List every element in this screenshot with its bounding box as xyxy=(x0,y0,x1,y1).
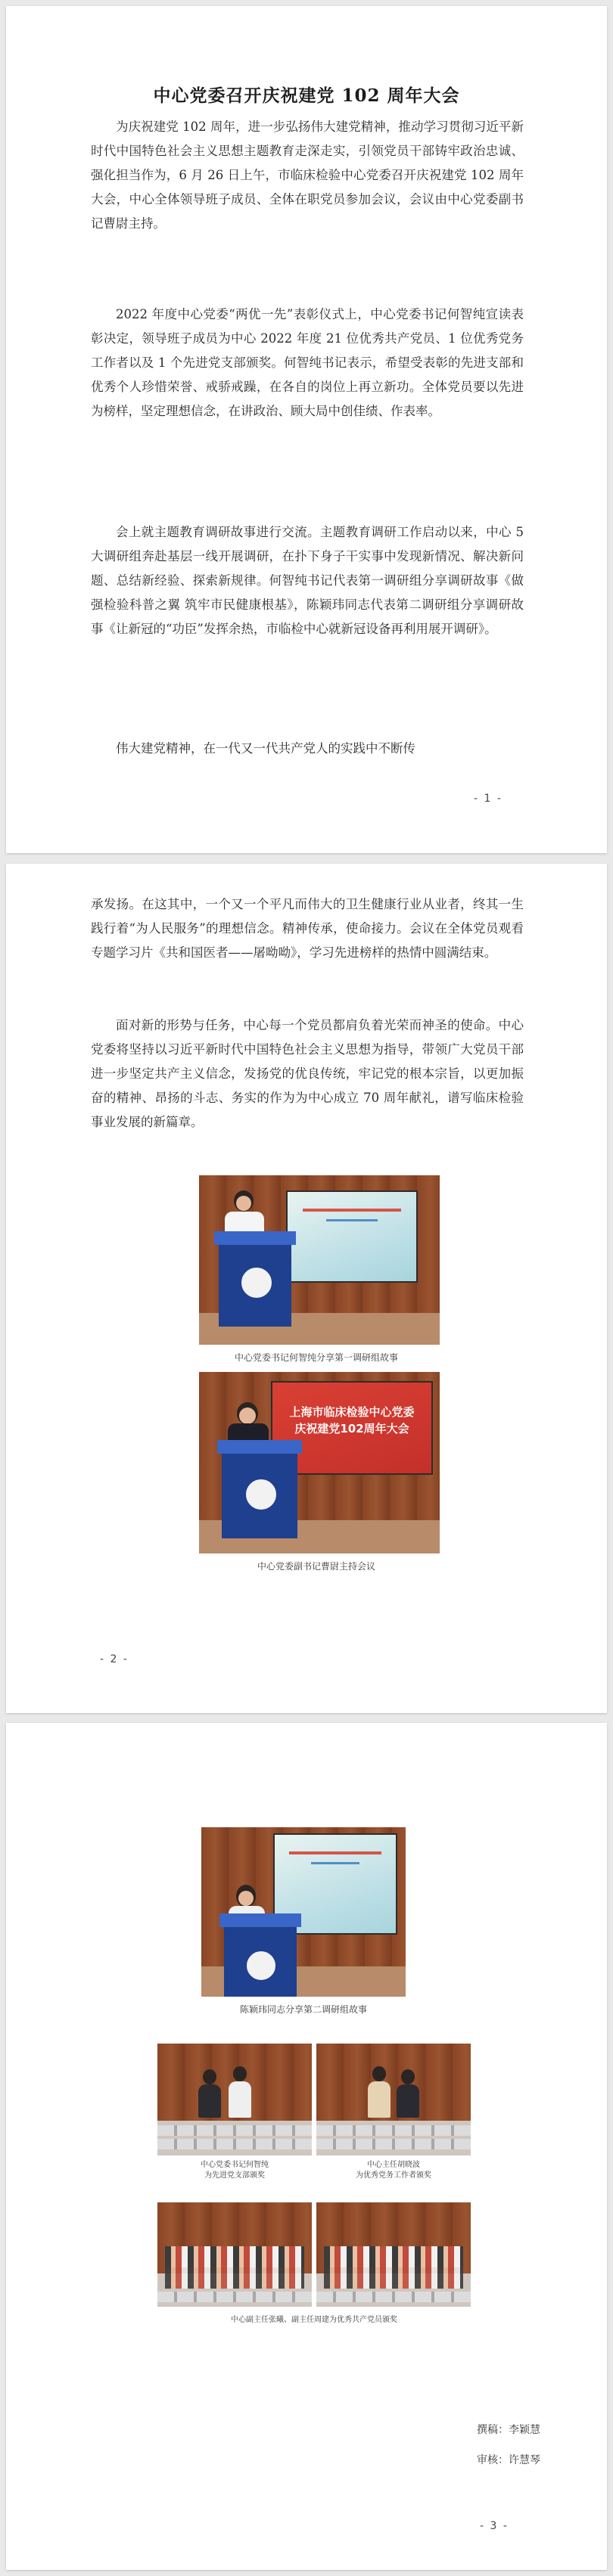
photo-group-2 xyxy=(316,2202,471,2307)
page-number: - 2 - xyxy=(100,1653,129,1665)
document-page-3 xyxy=(6,1723,607,2570)
photo-caption-5: 中心主任胡晓波 为优秀党务工作者颁奖 xyxy=(356,2161,431,2180)
reviewer-credit: 审核：许慧琴 xyxy=(477,2454,540,2466)
photo-award-2 xyxy=(316,2044,471,2155)
photo-caption-4: 中心党委书记何智纯 为先进党支部颁奖 xyxy=(201,2161,269,2180)
page-number: - 3 - xyxy=(480,2520,509,2532)
author-credit: 撰稿：李颖慧 xyxy=(477,2424,540,2436)
photo-caption-3: 陈颖玮同志分享第二调研组故事 xyxy=(239,2004,367,2015)
document-page-2 xyxy=(6,864,607,1713)
paragraph-4-start: 伟大建党精神，在一代又一代共产党人的实践中不断传 xyxy=(116,741,415,756)
photo-host xyxy=(199,1372,440,1553)
photo-caption-1: 中心党委书记何智纯分享第一调研组故事 xyxy=(234,1352,398,1363)
photo-caption-group: 中心副主任张曦、副主任周建为优秀共产党员颁奖 xyxy=(231,2316,397,2324)
paragraph-1: 为庆祝建党 102 周年，进一步弘扬伟大建党精神，推动学习贯彻习近平新时代中国特色社会主义思想主题教育走深走实，引领党员干部铸牢政治忠诚、强化担当作为，6 月 26 日上午，市临床检验中心党委召开庆祝建党 102 周年大会，中心全体领导班子成员、全体在职党员参加会议，会议由中心党委副书记曹尉主持。 xyxy=(91,119,524,231)
photo-speaker-1 xyxy=(199,1175,440,1345)
paragraph-2: 2022 年度中心党委“两优一先”表彰仪式上，中心党委书记何智纯宣读表彰决定，领导班子成员为中心 2022 年度 21 位优秀共产党员、1 位优秀党务工作者以及 1 个先进党支部颁奖。何智纯书记表示，希望受表彰的先进支部和优秀个人珍惜荣誉、戒骄戒躁，在各自的岗位上再立新功。全体党员要以先进为榜样，坚定理想信念，在讲政治、顾大局中创佳绩、作表率。 xyxy=(91,307,524,418)
photo-award-1 xyxy=(157,2044,312,2155)
screen-title: 上海市临床检验中心党委 庆祝建党102周年大会 xyxy=(289,1405,415,1435)
page-number: - 1 - xyxy=(474,793,503,805)
article-title: 中心党委召开庆祝建党 102 周年大会 xyxy=(153,85,460,106)
photo-caption-2: 中心党委副书记曹尉主持会议 xyxy=(257,1561,375,1572)
photo-speaker-2 xyxy=(201,1827,406,1997)
document-page-1 xyxy=(6,6,607,853)
photo-group-1 xyxy=(157,2202,312,2307)
paragraph-5: 面对新的形势与任务，中心每一个党员都肩负着光荣而神圣的使命。中心党委将坚持以习近平新时代中国特色社会主义思想为指导，带领广大党员干部进一步坚定共产主义信念，发扬党的优良传统，牢记党的根本宗旨，以更加振奋的精神、昂扬的斗志、务实的作为为中心成立 70 周年献礼，谱写临床检验事业发展的新篇章。 xyxy=(91,1018,524,1129)
paragraph-4-cont: 承发扬。在这其中，一个又一个平凡而伟大的卫生健康行业从业者，终其一生践行着“为人民服务”的理想信念。精神传承，使命接力。会议在全体党员观看专题学习片《共和国医者——屠呦呦》，学习先进榜样的热情中圆满结束。 xyxy=(91,897,524,960)
paragraph-3: 会上就主题教育调研故事进行交流。主题教育调研工作启动以来，中心 5 大调研组奔赴基层一线开展调研，在扑下身子干实事中发现新情况、解决新问题、总结新经验、探索新规律。何智纯书记代表第一调研组分享调研故事《做强检验科普之翼 筑牢市民健康根基》，陈颖玮同志代表第二调研组分享调研故事《让新冠的“功臣”发挥余热，市临检中心就新冠设备再利用展开调研》。 xyxy=(91,525,524,636)
